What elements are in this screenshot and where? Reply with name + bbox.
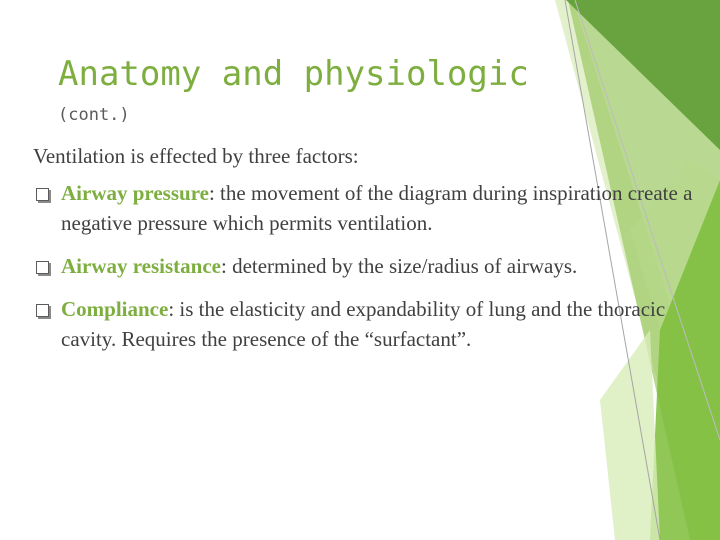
hollow-square-icon [36, 304, 49, 317]
deco-pale-wedge [600, 330, 660, 540]
bullet-item-compliance [33, 294, 693, 354]
bullet-term: Airway resistance [61, 254, 221, 278]
hollow-square-icon [36, 188, 49, 201]
bullet-text: : the movement of the diagram during inspiration create a negative pressure which permits ventilation. [61, 181, 693, 235]
bullet-list [33, 178, 693, 354]
hollow-square-icon [36, 261, 49, 274]
slide-subtitle: (cont.) [58, 105, 130, 125]
bullet-item-airway-resistance [33, 251, 693, 281]
bullet-term: Compliance [61, 297, 169, 321]
bullet-text: : determined by the size/radius of airways. [221, 254, 578, 278]
bullet-text: : is the elasticity and expandability of lung and the thoracic cavity. Requires the presence of the “surfactant”. [61, 297, 666, 351]
bullet-item-airway-pressure [33, 178, 693, 238]
bullet-term: Airway pressure [61, 181, 209, 205]
intro-text: Ventilation is effected by three factors: [33, 144, 359, 168]
slide-title: Anatomy and physiologic [58, 54, 529, 94]
